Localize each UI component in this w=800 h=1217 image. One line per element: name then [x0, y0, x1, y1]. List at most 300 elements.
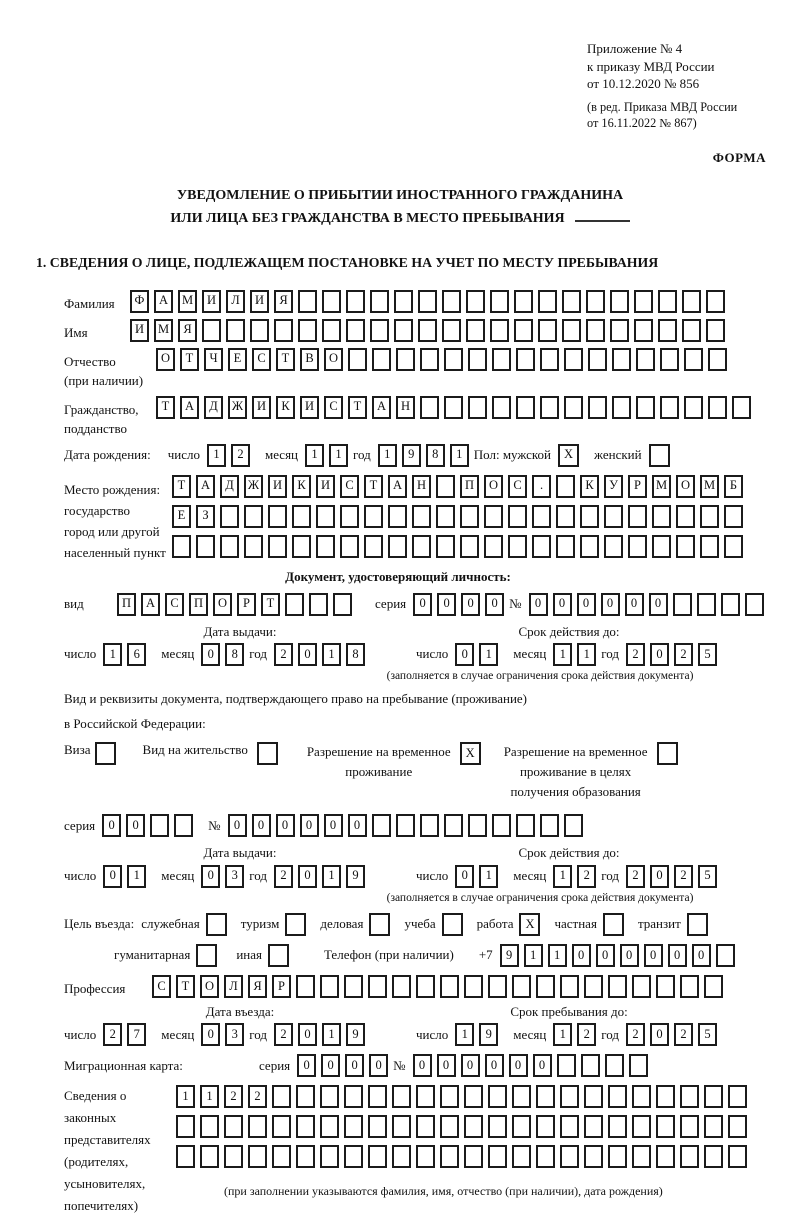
char-cell[interactable]: 2	[248, 1085, 267, 1108]
char-cell[interactable]	[416, 975, 435, 998]
char-cell[interactable]: А	[141, 593, 160, 616]
char-cell[interactable]: 1	[553, 1023, 572, 1046]
char-cell[interactable]	[612, 348, 631, 371]
char-cell[interactable]	[556, 505, 575, 528]
char-cell[interactable]	[464, 975, 483, 998]
char-cell[interactable]: И	[252, 396, 271, 419]
char-cell[interactable]	[372, 814, 391, 837]
char-cell[interactable]	[680, 1085, 699, 1108]
char-cell[interactable]: 1	[553, 643, 572, 666]
char-cell[interactable]: 0	[650, 643, 669, 666]
char-cell[interactable]	[460, 505, 479, 528]
char-cell[interactable]	[557, 1054, 576, 1077]
char-cell[interactable]	[442, 290, 461, 313]
char-cell[interactable]: 2	[577, 865, 596, 888]
char-cell[interactable]	[442, 319, 461, 342]
char-cell[interactable]	[706, 319, 725, 342]
char-cell[interactable]	[298, 319, 317, 342]
char-cell[interactable]	[680, 1145, 699, 1168]
char-cell[interactable]	[464, 1115, 483, 1138]
char-cell[interactable]	[488, 1145, 507, 1168]
char-cell[interactable]	[584, 975, 603, 998]
char-cell[interactable]: Е	[228, 348, 247, 371]
char-cell[interactable]: 0	[692, 944, 711, 967]
char-cell[interactable]: 0	[650, 1023, 669, 1046]
char-cell[interactable]: 0	[455, 865, 474, 888]
char-cell[interactable]	[492, 348, 511, 371]
char-cell[interactable]: Д	[204, 396, 223, 419]
char-cell[interactable]	[697, 593, 716, 616]
char-cell[interactable]: П	[189, 593, 208, 616]
char-cell[interactable]	[292, 505, 311, 528]
char-cell[interactable]	[516, 348, 535, 371]
char-cell[interactable]: 0	[437, 1054, 456, 1077]
char-cell[interactable]: 1	[548, 944, 567, 967]
char-cell[interactable]	[468, 814, 487, 837]
char-cell[interactable]	[394, 290, 413, 313]
char-cell[interactable]	[560, 1145, 579, 1168]
char-cell[interactable]	[704, 975, 723, 998]
char-cell[interactable]: 3	[225, 865, 244, 888]
char-cell[interactable]: 9	[500, 944, 519, 967]
char-cell[interactable]: П	[117, 593, 136, 616]
char-cell[interactable]: 1	[103, 643, 122, 666]
char-cell[interactable]	[676, 535, 695, 558]
char-cell[interactable]	[418, 319, 437, 342]
char-cell[interactable]: 0	[620, 944, 639, 967]
char-cell[interactable]: А	[154, 290, 173, 313]
char-cell[interactable]: 0	[201, 865, 220, 888]
char-cell[interactable]	[346, 319, 365, 342]
char-cell[interactable]	[632, 1115, 651, 1138]
char-cell[interactable]: 0	[650, 865, 669, 888]
char-cell[interactable]: 0	[553, 593, 572, 616]
char-cell[interactable]: 1	[322, 643, 341, 666]
char-cell[interactable]: Я	[248, 975, 267, 998]
char-cell[interactable]: С	[508, 475, 527, 498]
char-cell[interactable]	[532, 505, 551, 528]
char-cell[interactable]	[514, 290, 533, 313]
sex-male-checkbox[interactable]: X	[558, 444, 579, 467]
char-cell[interactable]	[608, 1085, 627, 1108]
char-cell[interactable]: И	[316, 475, 335, 498]
char-cell[interactable]	[248, 1145, 267, 1168]
char-cell[interactable]	[298, 290, 317, 313]
char-cell[interactable]: Т	[276, 348, 295, 371]
char-cell[interactable]: 0	[601, 593, 620, 616]
char-cell[interactable]	[656, 975, 675, 998]
char-cell[interactable]	[704, 1085, 723, 1108]
char-cell[interactable]	[512, 1115, 531, 1138]
char-cell[interactable]: 2	[674, 643, 693, 666]
char-cell[interactable]: С	[324, 396, 343, 419]
char-cell[interactable]	[580, 535, 599, 558]
char-cell[interactable]	[412, 535, 431, 558]
char-cell[interactable]	[745, 593, 764, 616]
char-cell[interactable]	[392, 1115, 411, 1138]
char-cell[interactable]: 9	[402, 444, 421, 467]
char-cell[interactable]	[588, 396, 607, 419]
char-cell[interactable]: 0	[348, 814, 367, 837]
char-cell[interactable]: 0	[298, 643, 317, 666]
char-cell[interactable]: О	[484, 475, 503, 498]
char-cell[interactable]: 1	[378, 444, 397, 467]
char-cell[interactable]: И	[268, 475, 287, 498]
char-cell[interactable]: Т	[348, 396, 367, 419]
char-cell[interactable]: У	[604, 475, 623, 498]
char-cell[interactable]	[612, 396, 631, 419]
char-cell[interactable]	[608, 975, 627, 998]
char-cell[interactable]: 2	[274, 865, 293, 888]
char-cell[interactable]	[700, 535, 719, 558]
char-cell[interactable]	[706, 290, 725, 313]
char-cell[interactable]	[632, 1145, 651, 1168]
char-cell[interactable]: А	[196, 475, 215, 498]
char-cell[interactable]	[468, 348, 487, 371]
char-cell[interactable]: 0	[201, 643, 220, 666]
char-cell[interactable]	[636, 396, 655, 419]
char-cell[interactable]: О	[213, 593, 232, 616]
char-cell[interactable]	[652, 535, 671, 558]
char-cell[interactable]: В	[300, 348, 319, 371]
char-cell[interactable]: 0	[324, 814, 343, 837]
char-cell[interactable]: 1	[322, 1023, 341, 1046]
char-cell[interactable]: 1	[479, 865, 498, 888]
char-cell[interactable]	[272, 1145, 291, 1168]
char-cell[interactable]	[728, 1115, 747, 1138]
char-cell[interactable]: .	[532, 475, 551, 498]
char-cell[interactable]	[200, 1145, 219, 1168]
char-cell[interactable]	[416, 1115, 435, 1138]
char-cell[interactable]	[680, 975, 699, 998]
char-cell[interactable]	[658, 290, 677, 313]
char-cell[interactable]	[586, 290, 605, 313]
char-cell[interactable]	[716, 944, 735, 967]
char-cell[interactable]: 2	[274, 643, 293, 666]
char-cell[interactable]	[536, 1085, 555, 1108]
char-cell[interactable]	[320, 1085, 339, 1108]
char-cell[interactable]	[444, 348, 463, 371]
char-cell[interactable]	[174, 814, 193, 837]
char-cell[interactable]: Ф	[130, 290, 149, 313]
char-cell[interactable]: Р	[237, 593, 256, 616]
char-cell[interactable]: А	[388, 475, 407, 498]
char-cell[interactable]: 2	[224, 1085, 243, 1108]
char-cell[interactable]	[392, 1085, 411, 1108]
char-cell[interactable]: 0	[103, 865, 122, 888]
char-cell[interactable]	[466, 290, 485, 313]
char-cell[interactable]: 1	[127, 865, 146, 888]
char-cell[interactable]	[296, 1085, 315, 1108]
char-cell[interactable]	[580, 505, 599, 528]
char-cell[interactable]: К	[276, 396, 295, 419]
char-cell[interactable]: 0	[461, 593, 480, 616]
char-cell[interactable]: С	[340, 475, 359, 498]
char-cell[interactable]	[490, 290, 509, 313]
char-cell[interactable]: 0	[413, 1054, 432, 1077]
char-cell[interactable]	[560, 975, 579, 998]
char-cell[interactable]	[538, 319, 557, 342]
char-cell[interactable]	[322, 290, 341, 313]
char-cell[interactable]: И	[202, 290, 221, 313]
char-cell[interactable]	[556, 475, 575, 498]
char-cell[interactable]	[344, 975, 363, 998]
char-cell[interactable]	[636, 348, 655, 371]
char-cell[interactable]	[564, 814, 583, 837]
char-cell[interactable]	[508, 505, 527, 528]
char-cell[interactable]	[512, 975, 531, 998]
char-cell[interactable]: 1	[524, 944, 543, 967]
char-cell[interactable]: 1	[455, 1023, 474, 1046]
char-cell[interactable]	[516, 396, 535, 419]
char-cell[interactable]	[680, 1115, 699, 1138]
char-cell[interactable]: Ж	[244, 475, 263, 498]
char-cell[interactable]	[224, 1145, 243, 1168]
char-cell[interactable]	[348, 348, 367, 371]
char-cell[interactable]	[676, 505, 695, 528]
char-cell[interactable]	[440, 1145, 459, 1168]
char-cell[interactable]	[464, 1085, 483, 1108]
char-cell[interactable]: 0	[298, 865, 317, 888]
char-cell[interactable]	[514, 319, 533, 342]
char-cell[interactable]: 1	[450, 444, 469, 467]
char-cell[interactable]	[488, 1115, 507, 1138]
char-cell[interactable]	[344, 1085, 363, 1108]
purpose-official-checkbox[interactable]	[206, 913, 227, 936]
char-cell[interactable]	[673, 593, 692, 616]
char-cell[interactable]	[724, 535, 743, 558]
char-cell[interactable]	[704, 1145, 723, 1168]
char-cell[interactable]	[584, 1085, 603, 1108]
char-cell[interactable]	[488, 1085, 507, 1108]
char-cell[interactable]: 0	[485, 593, 504, 616]
char-cell[interactable]	[608, 1145, 627, 1168]
char-cell[interactable]	[244, 505, 263, 528]
char-cell[interactable]: 2	[626, 643, 645, 666]
char-cell[interactable]	[440, 1115, 459, 1138]
char-cell[interactable]	[333, 593, 352, 616]
char-cell[interactable]	[346, 290, 365, 313]
char-cell[interactable]: 0	[533, 1054, 552, 1077]
purpose-tourism-checkbox[interactable]	[285, 913, 306, 936]
char-cell[interactable]	[372, 348, 391, 371]
char-cell[interactable]: Р	[272, 975, 291, 998]
char-cell[interactable]	[466, 319, 485, 342]
char-cell[interactable]: 0	[228, 814, 247, 837]
char-cell[interactable]: 0	[437, 593, 456, 616]
char-cell[interactable]	[316, 505, 335, 528]
char-cell[interactable]: 1	[329, 444, 348, 467]
char-cell[interactable]	[416, 1085, 435, 1108]
char-cell[interactable]	[296, 975, 315, 998]
char-cell[interactable]	[660, 348, 679, 371]
char-cell[interactable]	[652, 505, 671, 528]
char-cell[interactable]	[176, 1115, 195, 1138]
char-cell[interactable]	[296, 1115, 315, 1138]
char-cell[interactable]: О	[324, 348, 343, 371]
char-cell[interactable]: 0	[509, 1054, 528, 1077]
char-cell[interactable]: 0	[345, 1054, 364, 1077]
char-cell[interactable]: 6	[127, 643, 146, 666]
purpose-study-checkbox[interactable]	[442, 913, 463, 936]
char-cell[interactable]	[220, 505, 239, 528]
char-cell[interactable]: А	[180, 396, 199, 419]
char-cell[interactable]	[396, 348, 415, 371]
char-cell[interactable]	[412, 505, 431, 528]
char-cell[interactable]: И	[300, 396, 319, 419]
char-cell[interactable]: К	[292, 475, 311, 498]
char-cell[interactable]: М	[154, 319, 173, 342]
char-cell[interactable]	[200, 1115, 219, 1138]
char-cell[interactable]	[728, 1085, 747, 1108]
char-cell[interactable]	[656, 1085, 675, 1108]
char-cell[interactable]: Н	[412, 475, 431, 498]
char-cell[interactable]: 0	[529, 593, 548, 616]
char-cell[interactable]: О	[156, 348, 175, 371]
char-cell[interactable]	[564, 396, 583, 419]
char-cell[interactable]	[364, 505, 383, 528]
char-cell[interactable]	[368, 1145, 387, 1168]
char-cell[interactable]	[392, 975, 411, 998]
char-cell[interactable]	[176, 1145, 195, 1168]
char-cell[interactable]	[656, 1115, 675, 1138]
char-cell[interactable]	[560, 1085, 579, 1108]
char-cell[interactable]	[560, 1115, 579, 1138]
char-cell[interactable]: О	[200, 975, 219, 998]
char-cell[interactable]: М	[652, 475, 671, 498]
char-cell[interactable]: 2	[626, 865, 645, 888]
char-cell[interactable]: Я	[178, 319, 197, 342]
char-cell[interactable]: 0	[668, 944, 687, 967]
char-cell[interactable]	[682, 290, 701, 313]
char-cell[interactable]	[629, 1054, 648, 1077]
char-cell[interactable]: 0	[577, 593, 596, 616]
char-cell[interactable]: 2	[674, 1023, 693, 1046]
char-cell[interactable]: Т	[261, 593, 280, 616]
char-cell[interactable]	[250, 319, 269, 342]
char-cell[interactable]	[344, 1145, 363, 1168]
char-cell[interactable]	[532, 535, 551, 558]
char-cell[interactable]: Е	[172, 505, 191, 528]
char-cell[interactable]: 2	[274, 1023, 293, 1046]
char-cell[interactable]: 2	[577, 1023, 596, 1046]
char-cell[interactable]: 1	[200, 1085, 219, 1108]
char-cell[interactable]: 0	[298, 1023, 317, 1046]
char-cell[interactable]: 2	[103, 1023, 122, 1046]
char-cell[interactable]	[610, 290, 629, 313]
char-cell[interactable]: З	[196, 505, 215, 528]
char-cell[interactable]: М	[700, 475, 719, 498]
char-cell[interactable]	[420, 348, 439, 371]
char-cell[interactable]: Р	[628, 475, 647, 498]
char-cell[interactable]	[484, 535, 503, 558]
visa-checkbox[interactable]	[95, 742, 116, 765]
char-cell[interactable]	[420, 814, 439, 837]
char-cell[interactable]	[368, 1085, 387, 1108]
char-cell[interactable]	[464, 1145, 483, 1168]
char-cell[interactable]: 0	[625, 593, 644, 616]
residence-permit-checkbox[interactable]	[257, 742, 278, 765]
char-cell[interactable]: К	[580, 475, 599, 498]
char-cell[interactable]	[562, 319, 581, 342]
char-cell[interactable]	[388, 535, 407, 558]
char-cell[interactable]: 9	[479, 1023, 498, 1046]
char-cell[interactable]: С	[165, 593, 184, 616]
char-cell[interactable]	[538, 290, 557, 313]
char-cell[interactable]: С	[252, 348, 271, 371]
char-cell[interactable]	[564, 348, 583, 371]
char-cell[interactable]	[586, 319, 605, 342]
char-cell[interactable]	[684, 396, 703, 419]
char-cell[interactable]	[728, 1145, 747, 1168]
char-cell[interactable]: С	[152, 975, 171, 998]
char-cell[interactable]: 0	[413, 593, 432, 616]
char-cell[interactable]	[628, 505, 647, 528]
char-cell[interactable]: 8	[346, 643, 365, 666]
char-cell[interactable]	[608, 1115, 627, 1138]
char-cell[interactable]: 0	[572, 944, 591, 967]
char-cell[interactable]: 0	[102, 814, 121, 837]
char-cell[interactable]	[512, 1085, 531, 1108]
char-cell[interactable]	[196, 535, 215, 558]
char-cell[interactable]	[368, 1115, 387, 1138]
char-cell[interactable]	[309, 593, 328, 616]
char-cell[interactable]: 5	[698, 1023, 717, 1046]
char-cell[interactable]: П	[460, 475, 479, 498]
char-cell[interactable]: 0	[297, 1054, 316, 1077]
char-cell[interactable]	[656, 1145, 675, 1168]
char-cell[interactable]	[536, 975, 555, 998]
char-cell[interactable]	[581, 1054, 600, 1077]
char-cell[interactable]: Т	[180, 348, 199, 371]
char-cell[interactable]	[316, 535, 335, 558]
char-cell[interactable]: 0	[321, 1054, 340, 1077]
purpose-humanitarian-checkbox[interactable]	[196, 944, 217, 967]
purpose-other-checkbox[interactable]	[268, 944, 289, 967]
char-cell[interactable]	[540, 396, 559, 419]
char-cell[interactable]	[344, 1115, 363, 1138]
char-cell[interactable]: 1	[176, 1085, 195, 1108]
char-cell[interactable]	[248, 1115, 267, 1138]
char-cell[interactable]	[610, 319, 629, 342]
char-cell[interactable]: Б	[724, 475, 743, 498]
char-cell[interactable]	[604, 505, 623, 528]
char-cell[interactable]: 0	[455, 643, 474, 666]
char-cell[interactable]: А	[372, 396, 391, 419]
temp-residence-checkbox[interactable]: X	[460, 742, 481, 765]
char-cell[interactable]	[708, 348, 727, 371]
char-cell[interactable]: 9	[346, 1023, 365, 1046]
char-cell[interactable]: 0	[649, 593, 668, 616]
char-cell[interactable]	[536, 1115, 555, 1138]
char-cell[interactable]: 9	[346, 865, 365, 888]
purpose-private-checkbox[interactable]	[603, 913, 624, 936]
char-cell[interactable]: Л	[226, 290, 245, 313]
char-cell[interactable]	[444, 814, 463, 837]
char-cell[interactable]: И	[130, 319, 149, 342]
char-cell[interactable]	[388, 505, 407, 528]
char-cell[interactable]: 2	[626, 1023, 645, 1046]
char-cell[interactable]	[440, 1085, 459, 1108]
char-cell[interactable]	[682, 319, 701, 342]
char-cell[interactable]	[658, 319, 677, 342]
char-cell[interactable]	[536, 1145, 555, 1168]
char-cell[interactable]: 5	[698, 865, 717, 888]
char-cell[interactable]	[492, 814, 511, 837]
char-cell[interactable]	[700, 505, 719, 528]
char-cell[interactable]: 2	[674, 865, 693, 888]
char-cell[interactable]	[584, 1145, 603, 1168]
